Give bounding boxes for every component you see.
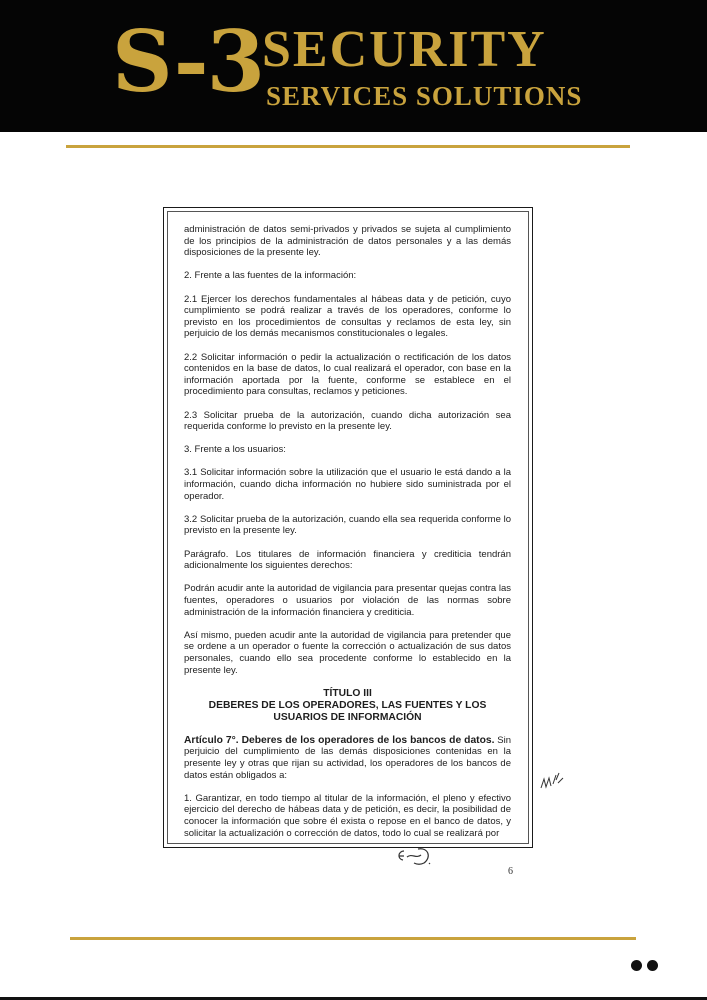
page-number: 6 [508, 866, 513, 877]
paragraph: 3.2 Solicitar prueba de la autorización, cuando ella sea requerida conforme lo previsto en la presente ley. [184, 513, 511, 537]
section-heading: 3. Frente a los usuarios: [184, 444, 286, 456]
article-paragraph [184, 735, 511, 781]
paragraph: 2.1 Ejercer los derechos fundamentales al hábeas data y de petición, cuyo cumplimiento se podrá realizar a través de los operadores, conforme lo previsto en los procedimientos de consultas y reclamos de esta ley, sin perjuicio de los demás mecanismos constitucionales o legales. [184, 293, 511, 340]
paragraph: Así mismo, pueden acudir ante la autoridad de vigilancia para pretender que se ordene a un operador o fuente la corrección o actualización de sus datos personales, cuando ello sea procedente conforme lo establecido en la presente ley. [184, 629, 511, 676]
article-body: Sin perjuicio del cumplimiento de las demás disposiciones contenidas en la presente ley y otras que rijan su actividad, los operadores de los bancos de datos están obligados a: [184, 734, 512, 781]
list-item: 1. Garantizar, en todo tiempo al titular de la información, el pleno y efectivo ejercicio del derecho de hábeas data y de petición, es decir, la posibilidad de conocer la información que sobre él exista o repose en el banco de datos, y solicitar la actualización o corrección de datos, todo lo cual se realizará por [184, 792, 511, 839]
logo-s3: S-3 [112, 12, 264, 111]
more-dots-icon[interactable] [631, 958, 663, 976]
paragraph: Podrán acudir ante la autoridad de vigilancia para presentar quejas contra las fuentes, operadores o usuarios por violación de las normas sobre administración de la información financiera y crediticia. [184, 583, 511, 618]
paragraph: 2.2 Solicitar información o pedir la actualización o rectificación de los datos contenidos en la base de datos, lo cual realizará el operador, con base en la información aportada por la fuente, conforme se establece en el procedimiento para consultas, reclamos y peticiones. [184, 351, 511, 398]
article-lead: Artículo 7°. Deberes de los operadores de los bancos de datos. [184, 734, 495, 746]
gold-divider-top [66, 145, 630, 148]
paragraph: administración de datos semi-privados y privados se sujeta al cumplimiento de los principios de la administración de datos personales y a las demás disposiciones de la presente ley. [184, 224, 511, 259]
header-bar [0, 0, 707, 132]
logo-services-text: SERVICES SOLUTIONS [266, 81, 583, 111]
initials-signature-icon [538, 770, 568, 796]
dot-icon [647, 960, 658, 971]
title-heading [184, 688, 511, 724]
gold-divider-bottom [70, 937, 636, 940]
title-text: DEBERES DE LOS OPERADORES, LAS FUENTES Y LOS USUARIOS DE INFORMACIÓN [208, 699, 487, 723]
paragraph: 2.3 Solicitar prueba de la autorización, cuando dicha autorización sea requerida conforme lo previsto en la presente ley. [184, 409, 511, 433]
dot-icon [631, 960, 642, 971]
title-number: TÍTULO III [323, 687, 372, 699]
paragraph: 3.1 Solicitar información sobre la utilización que el usuario le está dando a la información, cuando dicha información no hubiere sido suministrada por el operador. [184, 467, 511, 502]
paragraph: Parágrafo. Los titulares de información financiera y crediticia tendrán adicionalmente los siguientes derechos: [184, 548, 511, 572]
document-text [184, 224, 511, 851]
section-heading: 2. Frente a las fuentes de la información: [184, 270, 357, 282]
logo-security-text: SECURITY [262, 21, 547, 78]
handwritten-signature-icon [394, 843, 440, 869]
